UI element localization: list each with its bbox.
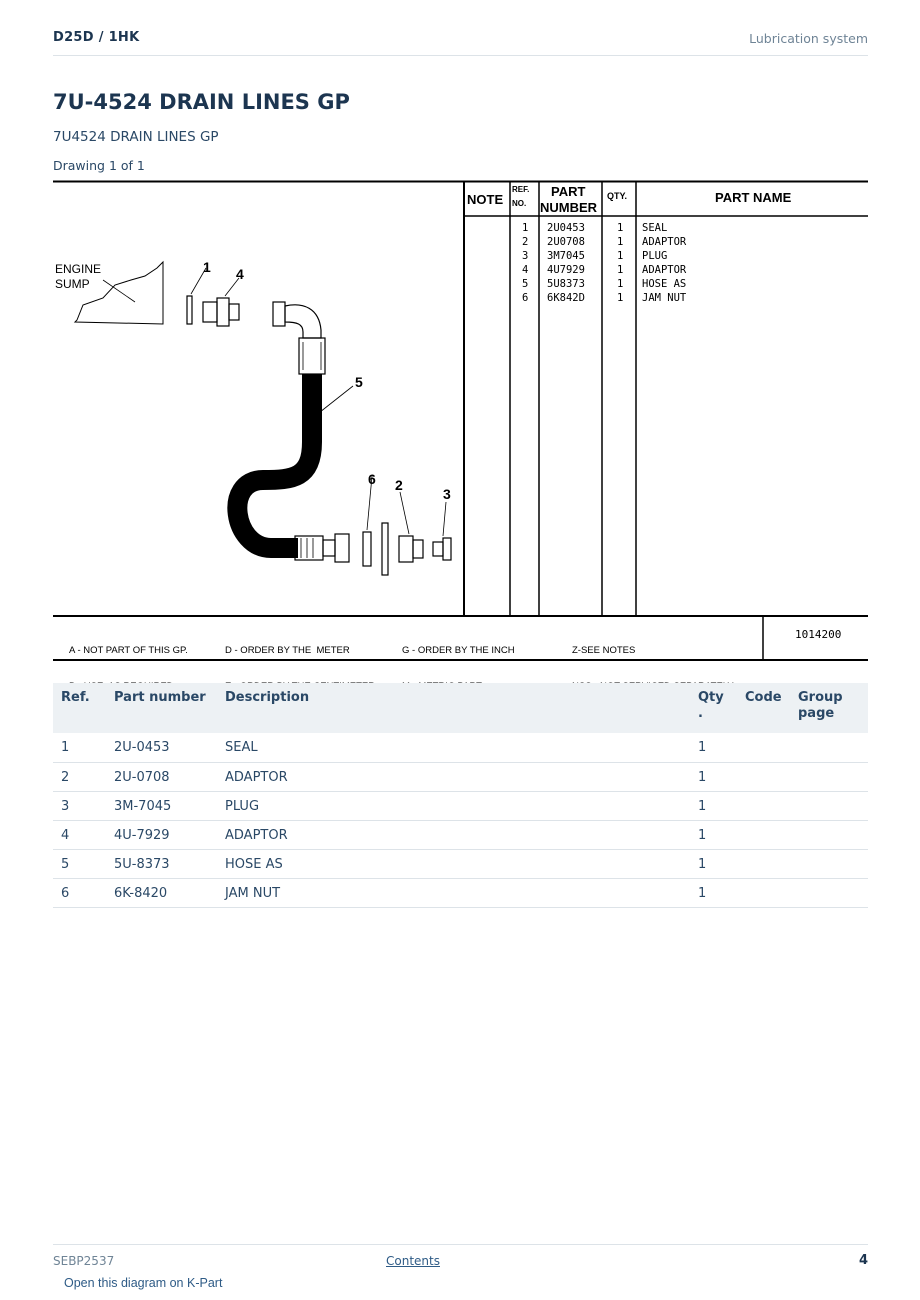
cell-ref: 4 — [53, 820, 106, 849]
cell-qty: 1 — [690, 878, 737, 907]
page-footer — [53, 1244, 868, 1274]
cell-code — [737, 791, 790, 820]
cell-description: HOSE AS — [217, 849, 690, 878]
diagram-part-name: PLUG — [642, 250, 668, 262]
diagram-ref: 3 — [522, 250, 529, 262]
page-number: 4 — [858, 1253, 868, 1268]
col-ref-heading-a: REF. — [512, 185, 530, 194]
cell-group-page — [790, 878, 868, 907]
diagram-part-number: 4U7929 — [547, 264, 585, 276]
cell-ref: 2 — [53, 762, 106, 791]
table-row — [53, 733, 868, 762]
diagram-part-number: 2U0708 — [547, 236, 585, 248]
cell-part-number: 5U-8373 — [106, 849, 217, 878]
diagram-ref: 5 — [522, 278, 529, 290]
table-row — [53, 762, 868, 791]
diagram-qty: 1 — [617, 292, 624, 304]
cell-ref: 5 — [53, 849, 106, 878]
callout-5: 5 — [355, 374, 363, 390]
cell-ref: 1 — [53, 733, 106, 762]
engine-sump-label-line1: ENGINE — [55, 262, 102, 276]
callout-2: 2 — [395, 477, 403, 493]
cell-code — [737, 733, 790, 762]
engine-sump-label-line2: SUMP — [55, 277, 90, 291]
col-header-group-page: Group page — [790, 683, 868, 733]
diagram-ref: 2 — [522, 236, 529, 248]
col-name-heading: PART NAME — [715, 190, 792, 205]
cell-group-page — [790, 733, 868, 762]
legend-item: G - ORDER BY THE INCH — [402, 645, 515, 656]
col-header-ref: Ref. — [53, 683, 106, 733]
diagram-part-name: HOSE AS — [642, 278, 687, 290]
col-header-part-number: Part number — [106, 683, 217, 733]
cell-group-page — [790, 762, 868, 791]
diagram-qty: 1 — [617, 222, 624, 234]
callout-4: 4 — [236, 266, 244, 282]
table-row — [53, 849, 868, 878]
cell-description: SEAL — [217, 733, 690, 762]
col-header-qty: Qty . — [690, 683, 737, 733]
cell-qty: 1 — [690, 762, 737, 791]
cell-part-number: 2U-0453 — [106, 733, 217, 762]
cell-part-number: 2U-0708 — [106, 762, 217, 791]
model-label: D25D / 1HK — [53, 30, 140, 45]
drawing-count: Drawing 1 of 1 — [53, 158, 145, 173]
callout-6: 6 — [368, 471, 376, 487]
diagram-linework — [53, 180, 868, 662]
col-ref-heading-b: NO. — [512, 199, 527, 208]
cell-code — [737, 878, 790, 907]
table-row — [53, 791, 868, 820]
table-header-row — [53, 683, 868, 733]
cell-qty: 1 — [690, 849, 737, 878]
cell-description: JAM NUT — [217, 878, 690, 907]
cell-code — [737, 762, 790, 791]
cell-part-number: 4U-7929 — [106, 820, 217, 849]
diagram-part-name: ADAPTOR — [642, 264, 687, 276]
cell-qty: 1 — [690, 733, 737, 762]
callout-3: 3 — [443, 486, 451, 502]
open-kpart-link[interactable]: Open this diagram on K-Part — [64, 1276, 223, 1290]
diagram-part-number: 2U0453 — [547, 222, 585, 234]
diagram-qty: 1 — [617, 236, 624, 248]
contents-link[interactable]: Contents — [386, 1254, 440, 1268]
col-part-heading-b: NUMBER — [540, 200, 598, 215]
parts-diagram — [53, 180, 868, 662]
diagram-ref: 6 — [522, 292, 529, 304]
cell-code — [737, 820, 790, 849]
document-id: SEBP2537 — [53, 1254, 115, 1268]
legend-item: A - NOT PART OF THIS GP. — [69, 645, 188, 656]
parts-table — [53, 683, 868, 908]
diagram-part-name: ADAPTOR — [642, 236, 687, 248]
cell-group-page — [790, 849, 868, 878]
diagram-part-number: 5U8373 — [547, 278, 585, 290]
cell-ref: 6 — [53, 878, 106, 907]
diagram-part-name: JAM NUT — [642, 292, 687, 304]
diagram-ref: 1 — [522, 222, 529, 234]
diagram-part-number: 6K842D — [547, 292, 585, 304]
diagram-ref: 4 — [522, 264, 529, 276]
page-title: 7U-4524 DRAIN LINES GP — [53, 90, 350, 114]
col-qty-heading: QTY. — [607, 191, 628, 201]
section-label: Lubrication system — [749, 31, 868, 46]
table-row — [53, 878, 868, 907]
diagram-part-number: 3M7045 — [547, 250, 585, 262]
callout-1: 1 — [203, 259, 211, 275]
cell-code — [737, 849, 790, 878]
diagram-qty: 1 — [617, 278, 624, 290]
col-part-heading-a: PART — [551, 184, 586, 199]
cell-qty: 1 — [690, 791, 737, 820]
col-header-description: Description — [217, 683, 690, 733]
cell-part-number: 3M-7045 — [106, 791, 217, 820]
col-note-heading: NOTE — [467, 192, 504, 207]
cell-group-page — [790, 820, 868, 849]
legend-item: D - ORDER BY THE METER — [225, 645, 350, 656]
legend-item: Z-SEE NOTES — [572, 645, 636, 656]
cell-qty: 1 — [690, 820, 737, 849]
diagram-part-name: SEAL — [642, 222, 668, 234]
cell-group-page — [790, 791, 868, 820]
cell-description: PLUG — [217, 791, 690, 820]
cell-part-number: 6K-8420 — [106, 878, 217, 907]
diagram-qty: 1 — [617, 264, 624, 276]
col-header-code: Code — [737, 683, 790, 733]
cell-description: ADAPTOR — [217, 820, 690, 849]
illustration-number: 1014200 — [795, 628, 842, 641]
diagram-qty: 1 — [617, 250, 624, 262]
page-subtitle: 7U4524 DRAIN LINES GP — [53, 129, 219, 145]
page-header — [53, 28, 868, 56]
cell-ref: 3 — [53, 791, 106, 820]
cell-description: ADAPTOR — [217, 762, 690, 791]
table-row — [53, 820, 868, 849]
